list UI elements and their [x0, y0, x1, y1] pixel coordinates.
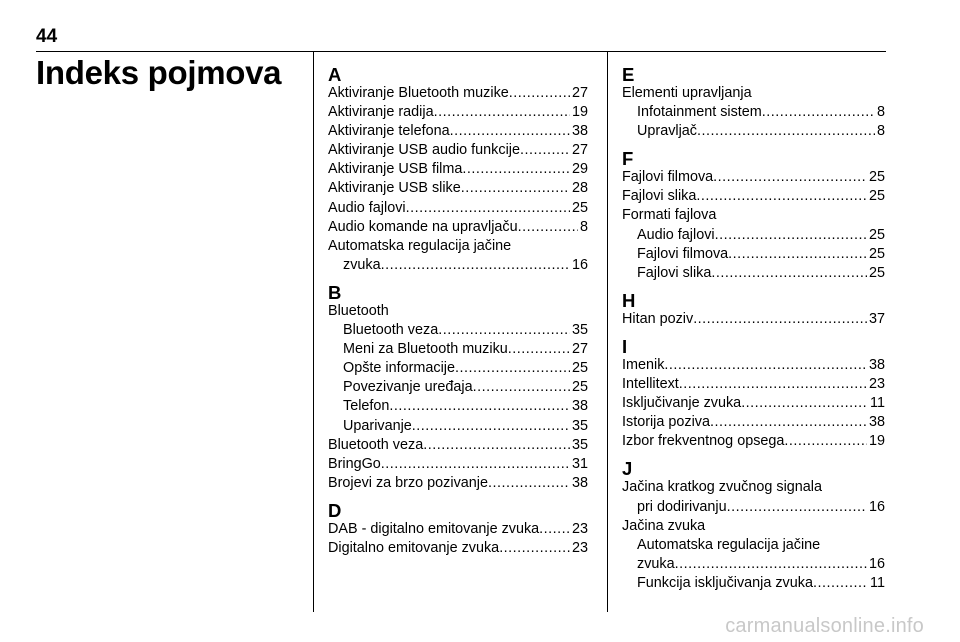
index-entry	[328, 199, 588, 218]
index-letter: E	[622, 64, 635, 85]
index-group	[328, 499, 588, 558]
dot-leader	[727, 498, 867, 517]
index-letter: I	[622, 335, 628, 357]
column-divider-right	[607, 52, 608, 612]
page-number: 44	[36, 26, 58, 47]
entry-page: 8	[579, 218, 588, 235]
entry-text: Fajlovi slika	[622, 188, 697, 205]
column-divider-left	[313, 52, 314, 612]
entry-text: Meni za Bluetooth muziku	[343, 341, 508, 358]
index-entry	[622, 498, 885, 517]
entry-text: Izbor frekventnog opsega	[622, 433, 785, 450]
index-group	[328, 66, 588, 275]
index-column-1	[328, 66, 588, 567]
entry-page: 25	[571, 379, 588, 396]
entry-page: 23	[571, 539, 588, 556]
index-entry	[622, 413, 885, 432]
entry-page: 35	[571, 417, 588, 434]
entry-page: 27	[571, 85, 588, 101]
entry-text: Fajlovi slika	[637, 264, 712, 281]
entry-text: Aktiviranje telefona	[328, 123, 450, 140]
entry-text: Audio komande na upravljaču	[328, 218, 518, 235]
entry-text: Telefon	[343, 398, 390, 415]
entry-page: 38	[868, 414, 885, 431]
entry-text: Audio fajlovi	[637, 226, 715, 243]
dot-leader	[381, 256, 570, 275]
entry-page: 28	[571, 180, 588, 197]
entry-page: 25	[868, 226, 885, 243]
entry-text: pri dodirivanju	[637, 498, 727, 515]
dot-leader	[696, 187, 867, 206]
entry-text: Upravljač	[637, 123, 697, 140]
index-entry	[328, 321, 588, 340]
index-heading: Automatska regulacija jačine	[328, 237, 512, 254]
entry-text: Aktiviranje radija	[328, 104, 434, 121]
index-entry	[328, 141, 588, 160]
entry-page: 19	[571, 104, 588, 121]
entry-page: 23	[868, 376, 885, 393]
index-letter: H	[622, 289, 636, 311]
entry-page: 31	[571, 455, 588, 472]
entry-page: 29	[571, 161, 588, 178]
index-entry	[328, 84, 588, 103]
entry-text: BringGo	[328, 455, 381, 472]
index-entry	[328, 397, 588, 416]
index-entry	[622, 187, 885, 206]
dot-leader	[520, 141, 570, 160]
index-group	[622, 460, 885, 593]
dot-leader	[675, 555, 867, 574]
index-entry	[328, 103, 588, 122]
entry-text: Funkcija isključivanja zvuka	[637, 574, 813, 591]
dot-leader	[679, 375, 867, 394]
index-entry	[328, 455, 588, 474]
entry-page: 16	[868, 498, 885, 515]
entry-text: Intellitext	[622, 376, 679, 393]
entry-text: Fajlovi filmova	[622, 169, 714, 186]
dot-leader	[455, 359, 570, 378]
index-heading: Bluetooth	[328, 302, 389, 319]
index-entry	[622, 356, 885, 375]
dot-leader	[713, 168, 867, 187]
dot-leader	[423, 436, 570, 455]
dot-leader	[389, 397, 570, 416]
index-entry	[622, 122, 885, 141]
entry-text: Aktiviranje USB filma	[328, 161, 463, 178]
index-entry	[328, 340, 588, 359]
index-heading: Automatska regulacija jačine	[637, 536, 821, 553]
index-heading: Elementi upravljanja	[622, 85, 752, 101]
index-entry	[622, 245, 885, 264]
entry-text: Istorija poziva	[622, 414, 710, 431]
dot-leader	[664, 356, 867, 375]
index-entry	[328, 256, 588, 275]
page-title: Indeks pojmova	[36, 54, 282, 91]
entry-page: 23	[571, 520, 588, 537]
entry-page: 27	[571, 142, 588, 159]
entry-text: Aktiviranje Bluetooth muzike	[328, 85, 509, 101]
dot-leader	[715, 226, 867, 245]
entry-page: 8	[876, 123, 885, 140]
index-letter: D	[328, 499, 342, 521]
dot-leader	[693, 310, 867, 329]
entry-text: Povezivanje uređaja	[343, 379, 473, 396]
entry-page: 25	[868, 188, 885, 205]
index-entry	[328, 474, 588, 493]
dot-leader	[784, 432, 867, 451]
index-entry	[328, 179, 588, 198]
entry-page: 38	[571, 474, 588, 491]
index-group	[328, 281, 588, 493]
entry-page: 38	[571, 123, 588, 140]
entry-text: Uparivanje	[343, 417, 412, 434]
index-entry	[622, 264, 885, 283]
entry-page: 25	[868, 264, 885, 281]
dot-leader	[741, 394, 868, 413]
entry-text: Audio fajlovi	[328, 199, 406, 216]
dot-leader	[813, 574, 868, 593]
entry-text: Isključivanje zvuka	[622, 395, 742, 412]
index-group	[622, 150, 885, 283]
dot-leader	[499, 539, 570, 558]
entry-page: 25	[571, 360, 588, 377]
index-group	[622, 335, 885, 451]
dot-leader	[461, 179, 570, 198]
entry-page: 8	[876, 104, 885, 121]
index-letter: F	[622, 148, 634, 170]
header-rule	[36, 51, 886, 52]
index-entry	[622, 375, 885, 394]
entry-page: 25	[868, 169, 885, 186]
dot-leader	[450, 122, 570, 141]
index-entry	[328, 359, 588, 378]
dot-leader	[381, 455, 570, 474]
entry-page: 37	[868, 310, 885, 327]
entry-text: Fajlovi filmova	[637, 245, 729, 262]
index-entry	[622, 394, 885, 413]
entry-text: DAB - digitalno emitovanje zvuka	[328, 520, 540, 537]
entry-page: 16	[868, 555, 885, 572]
dot-leader	[488, 474, 570, 493]
dot-leader	[438, 321, 570, 340]
index-entry	[328, 378, 588, 397]
index-entry	[328, 218, 588, 237]
entry-page: 25	[571, 199, 588, 216]
dot-leader	[711, 264, 867, 283]
index-entry	[622, 226, 885, 245]
entry-page: 35	[571, 436, 588, 453]
index-entry	[328, 417, 588, 436]
entry-text: zvuka	[637, 555, 675, 572]
index-entry	[622, 432, 885, 451]
index-entry	[328, 160, 588, 179]
index-group	[622, 66, 885, 141]
index-entry	[328, 436, 588, 455]
entry-page: 25	[868, 245, 885, 262]
entry-page: 35	[571, 322, 588, 339]
index-entry	[328, 122, 588, 141]
index-entry	[622, 555, 885, 574]
entry-text: Imenik	[622, 356, 665, 373]
entry-page: 19	[868, 433, 885, 450]
index-entry	[328, 520, 588, 539]
entry-page: 11	[870, 574, 885, 591]
entry-text: Aktiviranje USB slike	[328, 180, 461, 197]
dot-leader	[728, 245, 867, 264]
dot-leader	[462, 160, 570, 179]
index-heading: Jačina kratkog zvučnog signala	[622, 479, 822, 496]
entry-text: Hitan poziv	[622, 310, 694, 327]
entry-page: 16	[571, 256, 588, 273]
dot-leader	[434, 103, 570, 122]
index-entry	[622, 574, 885, 593]
index-entry	[622, 168, 885, 187]
dot-leader	[508, 340, 570, 359]
index-entry	[622, 103, 885, 122]
entry-text: Bluetooth veza	[328, 436, 424, 453]
index-heading: Formati fajlova	[622, 207, 717, 224]
entry-text: Aktiviranje USB audio funkcije	[328, 142, 520, 159]
entry-page: 38	[571, 398, 588, 415]
index-letter: J	[622, 458, 633, 480]
dot-leader	[762, 103, 875, 122]
entry-page: 38	[868, 356, 885, 373]
entry-page: 27	[571, 341, 588, 358]
index-heading: Jačina zvuka	[622, 517, 706, 534]
entry-text: Infotainment sistem	[637, 104, 762, 121]
entry-text: Brojevi za brzo pozivanje	[328, 474, 488, 491]
index-entry	[328, 539, 588, 558]
entry-text: Digitalno emitovanje zvuka	[328, 539, 500, 556]
entry-text: zvuka	[343, 256, 381, 273]
entry-text: Opšte informacije	[343, 360, 455, 377]
dot-leader	[412, 417, 570, 436]
index-letter: A	[328, 64, 342, 85]
dot-leader	[539, 520, 570, 539]
index-group	[622, 289, 885, 329]
dot-leader	[710, 413, 867, 432]
entry-page: 11	[870, 395, 885, 412]
watermark: carmanualsonline.info	[725, 615, 924, 637]
index-entry	[622, 310, 885, 329]
entry-text: Bluetooth veza	[343, 322, 439, 339]
index-letter: B	[328, 281, 342, 303]
dot-leader	[697, 122, 875, 141]
dot-leader	[473, 378, 570, 397]
dot-leader	[518, 218, 578, 237]
dot-leader	[509, 84, 570, 103]
index-column-2	[622, 66, 885, 602]
dot-leader	[406, 199, 570, 218]
